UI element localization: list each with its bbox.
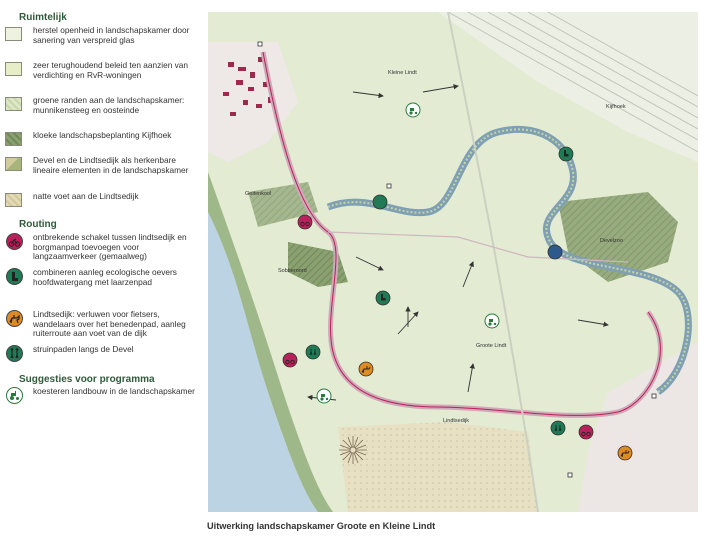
- bridge-marker: [373, 195, 387, 209]
- cyclist-icon: [6, 233, 23, 250]
- legend-swatch: [5, 62, 22, 76]
- place-label-lindtsedijk: Lindtsedijk: [443, 418, 469, 424]
- boot-icon: [6, 268, 23, 285]
- legend-swatch: [5, 132, 22, 146]
- legend-swatch: [5, 157, 22, 171]
- legend-item-label: kloeke landschapsbeplanting Kijfhoek: [33, 130, 172, 140]
- cyclist-marker: [298, 215, 312, 229]
- legend-item-label: Lindtsedijk: verluwen voor fietsers, wandelaars over het benedenpad, aanleg ruiterroute aan voet van de dijk: [33, 309, 186, 339]
- map-canvas: [208, 12, 698, 512]
- legend-swatch: [5, 193, 22, 207]
- walker-marker: [548, 245, 562, 259]
- legend-item-label: koesteren landbouw in de landschapskamer: [33, 386, 195, 396]
- legend-item-label: zeer terughoudend beleid ten aanzien van verdichting en RvR-woningen: [33, 60, 188, 80]
- place-label-develzoo: Develzoo: [600, 238, 623, 244]
- legend-item-label: natte voet aan de Lindtsedijk: [33, 191, 139, 201]
- legend-item-label: ontbrekende schakel tussen lindtsedijk en borgmanpad toevoegen voor langzaamverkeer (gemaalweg): [33, 232, 187, 262]
- legend-swatch: [5, 97, 22, 111]
- tractor-icon: [6, 387, 23, 404]
- cyclist-marker: [283, 353, 297, 367]
- legend-section-routing-title: Routing: [19, 219, 57, 230]
- tractor-marker: [317, 389, 331, 403]
- natte-voet-pattern: [338, 422, 538, 512]
- map-caption: Uitwerking landschapskamer Groote en Kleine Lindt: [207, 521, 436, 531]
- landscape-map: [208, 12, 698, 512]
- legend-item-label: Devel en de Lindtsedijk als herkenbare lineaire elementen in de landschapskamer: [33, 155, 189, 175]
- horse-rider-icon: [6, 310, 23, 327]
- tractor-marker: [406, 103, 420, 117]
- place-label-geitenkool: Geitenkool: [245, 191, 272, 197]
- boot-marker: [376, 291, 390, 305]
- walkers-icon: [6, 345, 23, 362]
- windmill-icon: [339, 436, 367, 464]
- tractor-marker: [485, 314, 499, 328]
- walkers-marker: [306, 345, 320, 359]
- horse-rider-marker: [618, 446, 632, 460]
- legend-item-label: struinpaden langs de Devel: [33, 344, 134, 354]
- legend-section-programma-title: Suggesties voor programma: [19, 374, 155, 385]
- legend-swatch: [5, 27, 22, 41]
- map-legend: [0, 0, 200, 539]
- place-label-kijfhoek: Kijfhoek: [606, 104, 626, 110]
- walkers-marker: [551, 421, 565, 435]
- horse-rider-marker: [359, 362, 373, 376]
- place-label-sobberoord: Sobberoord: [278, 268, 307, 274]
- legend-item-label: combineren aanleg ecologische oevers hoofdwatergang met laarzenpad: [33, 267, 177, 287]
- legend-item-label: groene randen aan de landschapskamer: munnikensteeg en oosteinde: [33, 95, 185, 115]
- legend-item-label: herstel openheid in landschapskamer door sanering van verspreid glas: [33, 25, 190, 45]
- cyclist-marker: [579, 425, 593, 439]
- boot-marker: [559, 147, 573, 161]
- legend-section-ruimtelijk-title: Ruimtelijk: [19, 12, 67, 23]
- place-label-kleine-lindt: Kleine Lindt: [388, 70, 417, 76]
- place-label-groote-lindt: Groote Lindt: [476, 343, 507, 349]
